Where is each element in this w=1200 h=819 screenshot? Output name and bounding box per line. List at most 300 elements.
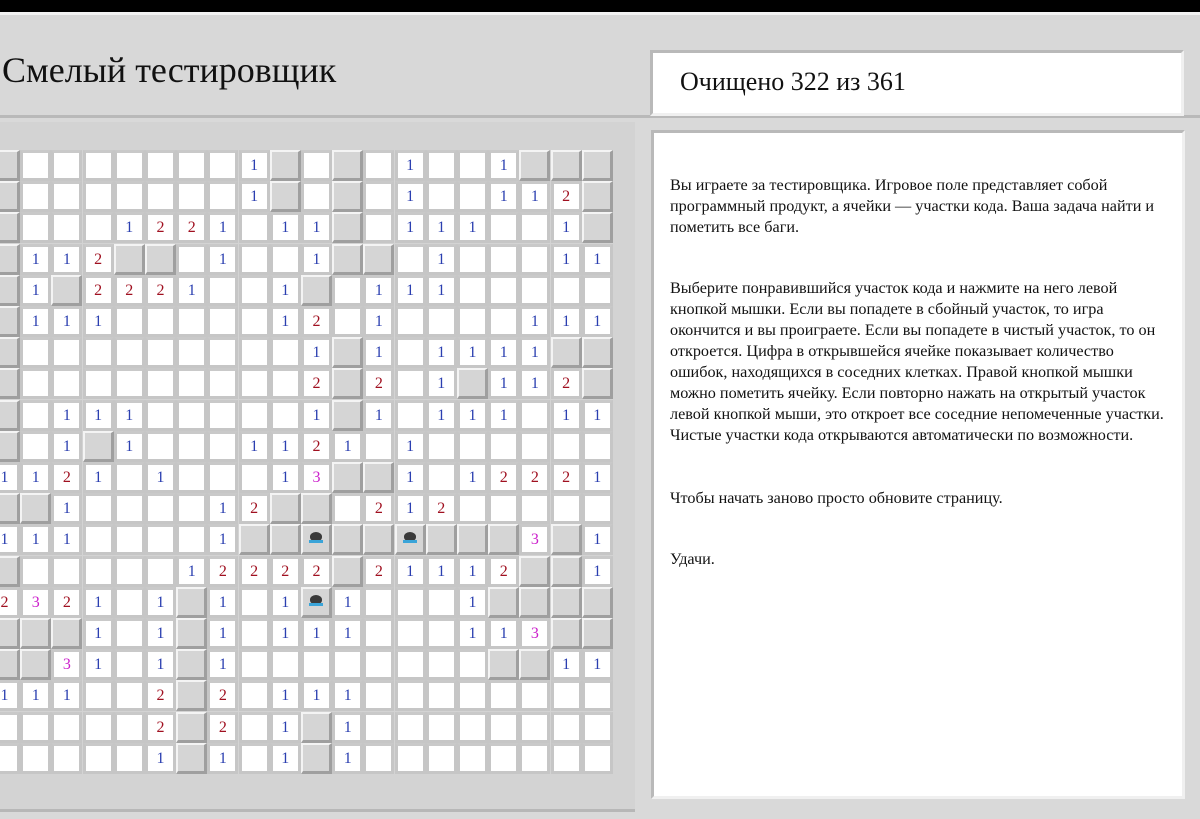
open-cell[interactable] <box>207 618 238 649</box>
open-cell[interactable] <box>363 368 394 399</box>
closed-cell[interactable] <box>551 337 582 368</box>
open-cell[interactable] <box>301 431 332 462</box>
closed-cell[interactable] <box>301 743 332 774</box>
open-cell[interactable] <box>51 181 82 212</box>
closed-cell[interactable] <box>83 431 114 462</box>
open-cell[interactable] <box>519 306 550 337</box>
open-cell[interactable] <box>395 150 426 181</box>
open-cell[interactable] <box>145 212 176 243</box>
open-cell[interactable] <box>207 680 238 711</box>
open-cell[interactable] <box>426 306 457 337</box>
open-cell[interactable] <box>582 462 613 493</box>
open-cell[interactable] <box>270 275 301 306</box>
open-cell[interactable] <box>395 306 426 337</box>
open-cell[interactable] <box>114 524 145 555</box>
closed-cell[interactable] <box>488 587 519 618</box>
open-cell[interactable] <box>457 400 488 431</box>
open-cell[interactable] <box>239 462 270 493</box>
open-cell[interactable] <box>582 712 613 743</box>
open-cell[interactable] <box>51 649 82 680</box>
open-cell[interactable] <box>145 431 176 462</box>
open-cell[interactable] <box>426 712 457 743</box>
open-cell[interactable] <box>0 462 20 493</box>
open-cell[interactable] <box>176 337 207 368</box>
open-cell[interactable] <box>426 400 457 431</box>
open-cell[interactable] <box>301 337 332 368</box>
open-cell[interactable] <box>301 680 332 711</box>
open-cell[interactable] <box>83 181 114 212</box>
closed-cell[interactable] <box>582 181 613 212</box>
open-cell[interactable] <box>114 587 145 618</box>
open-cell[interactable] <box>114 431 145 462</box>
open-cell[interactable] <box>239 743 270 774</box>
open-cell[interactable] <box>176 556 207 587</box>
closed-cell[interactable] <box>332 524 363 555</box>
open-cell[interactable] <box>363 275 394 306</box>
open-cell[interactable] <box>207 712 238 743</box>
closed-cell[interactable] <box>519 150 550 181</box>
open-cell[interactable] <box>363 587 394 618</box>
open-cell[interactable] <box>519 743 550 774</box>
open-cell[interactable] <box>20 368 51 399</box>
open-cell[interactable] <box>176 181 207 212</box>
open-cell[interactable] <box>426 181 457 212</box>
open-cell[interactable] <box>426 649 457 680</box>
closed-cell[interactable] <box>301 712 332 743</box>
open-cell[interactable] <box>176 493 207 524</box>
open-cell[interactable] <box>582 306 613 337</box>
open-cell[interactable] <box>488 618 519 649</box>
open-cell[interactable] <box>114 618 145 649</box>
open-cell[interactable] <box>395 649 426 680</box>
open-cell[interactable] <box>426 150 457 181</box>
open-cell[interactable] <box>176 275 207 306</box>
open-cell[interactable] <box>488 743 519 774</box>
open-cell[interactable] <box>145 493 176 524</box>
open-cell[interactable] <box>114 712 145 743</box>
open-cell[interactable] <box>83 212 114 243</box>
open-cell[interactable] <box>207 431 238 462</box>
open-cell[interactable] <box>426 368 457 399</box>
open-cell[interactable] <box>20 337 51 368</box>
open-cell[interactable] <box>83 337 114 368</box>
closed-cell[interactable] <box>582 587 613 618</box>
open-cell[interactable] <box>83 150 114 181</box>
open-cell[interactable] <box>363 618 394 649</box>
open-cell[interactable] <box>176 368 207 399</box>
closed-cell[interactable] <box>0 275 20 306</box>
open-cell[interactable] <box>20 680 51 711</box>
open-cell[interactable] <box>457 649 488 680</box>
open-cell[interactable] <box>551 431 582 462</box>
open-cell[interactable] <box>83 743 114 774</box>
open-cell[interactable] <box>114 743 145 774</box>
open-cell[interactable] <box>239 680 270 711</box>
open-cell[interactable] <box>145 680 176 711</box>
closed-cell[interactable] <box>582 618 613 649</box>
open-cell[interactable] <box>176 244 207 275</box>
open-cell[interactable] <box>270 587 301 618</box>
open-cell[interactable] <box>426 431 457 462</box>
open-cell[interactable] <box>301 368 332 399</box>
open-cell[interactable] <box>488 493 519 524</box>
closed-cell[interactable] <box>519 649 550 680</box>
open-cell[interactable] <box>270 680 301 711</box>
closed-cell[interactable] <box>551 150 582 181</box>
closed-cell[interactable] <box>0 306 20 337</box>
open-cell[interactable] <box>114 150 145 181</box>
open-cell[interactable] <box>519 244 550 275</box>
open-cell[interactable] <box>488 275 519 306</box>
open-cell[interactable] <box>488 462 519 493</box>
closed-cell[interactable] <box>301 275 332 306</box>
open-cell[interactable] <box>145 368 176 399</box>
open-cell[interactable] <box>145 524 176 555</box>
closed-cell[interactable] <box>114 244 145 275</box>
open-cell[interactable] <box>332 618 363 649</box>
closed-cell[interactable] <box>176 743 207 774</box>
open-cell[interactable] <box>332 712 363 743</box>
open-cell[interactable] <box>207 306 238 337</box>
open-cell[interactable] <box>239 275 270 306</box>
open-cell[interactable] <box>488 306 519 337</box>
open-cell[interactable] <box>176 431 207 462</box>
open-cell[interactable] <box>114 212 145 243</box>
open-cell[interactable] <box>332 275 363 306</box>
closed-cell[interactable] <box>0 431 20 462</box>
open-cell[interactable] <box>114 275 145 306</box>
open-cell[interactable] <box>207 212 238 243</box>
open-cell[interactable] <box>395 618 426 649</box>
open-cell[interactable] <box>270 743 301 774</box>
open-cell[interactable] <box>457 337 488 368</box>
open-cell[interactable] <box>426 244 457 275</box>
open-cell[interactable] <box>51 212 82 243</box>
closed-cell[interactable] <box>145 244 176 275</box>
open-cell[interactable] <box>270 337 301 368</box>
open-cell[interactable] <box>239 244 270 275</box>
open-cell[interactable] <box>239 556 270 587</box>
open-cell[interactable] <box>582 493 613 524</box>
open-cell[interactable] <box>551 368 582 399</box>
open-cell[interactable] <box>519 275 550 306</box>
open-cell[interactable] <box>332 493 363 524</box>
open-cell[interactable] <box>239 368 270 399</box>
open-cell[interactable] <box>20 150 51 181</box>
open-cell[interactable] <box>582 680 613 711</box>
open-cell[interactable] <box>270 244 301 275</box>
closed-cell[interactable] <box>332 462 363 493</box>
open-cell[interactable] <box>426 212 457 243</box>
open-cell[interactable] <box>239 712 270 743</box>
closed-cell[interactable] <box>176 680 207 711</box>
closed-cell[interactable] <box>20 649 51 680</box>
open-cell[interactable] <box>363 337 394 368</box>
open-cell[interactable] <box>426 493 457 524</box>
open-cell[interactable] <box>488 212 519 243</box>
open-cell[interactable] <box>239 431 270 462</box>
open-cell[interactable] <box>457 275 488 306</box>
open-cell[interactable] <box>582 431 613 462</box>
open-cell[interactable] <box>519 462 550 493</box>
open-cell[interactable] <box>83 524 114 555</box>
open-cell[interactable] <box>457 556 488 587</box>
open-cell[interactable] <box>457 587 488 618</box>
open-cell[interactable] <box>83 368 114 399</box>
open-cell[interactable] <box>270 212 301 243</box>
open-cell[interactable] <box>426 462 457 493</box>
closed-cell[interactable] <box>0 649 20 680</box>
open-cell[interactable] <box>176 400 207 431</box>
open-cell[interactable] <box>519 493 550 524</box>
open-cell[interactable] <box>207 462 238 493</box>
closed-cell[interactable] <box>488 649 519 680</box>
open-cell[interactable] <box>519 337 550 368</box>
open-cell[interactable] <box>363 431 394 462</box>
closed-cell[interactable] <box>332 368 363 399</box>
open-cell[interactable] <box>114 493 145 524</box>
open-cell[interactable] <box>457 618 488 649</box>
open-cell[interactable] <box>363 493 394 524</box>
open-cell[interactable] <box>551 680 582 711</box>
closed-cell[interactable] <box>582 212 613 243</box>
open-cell[interactable] <box>457 712 488 743</box>
open-cell[interactable] <box>519 680 550 711</box>
open-cell[interactable] <box>51 368 82 399</box>
open-cell[interactable] <box>145 306 176 337</box>
closed-cell[interactable] <box>176 712 207 743</box>
closed-cell[interactable] <box>519 587 550 618</box>
open-cell[interactable] <box>145 181 176 212</box>
open-cell[interactable] <box>363 680 394 711</box>
closed-cell[interactable] <box>0 400 20 431</box>
open-cell[interactable] <box>83 462 114 493</box>
open-cell[interactable] <box>270 618 301 649</box>
open-cell[interactable] <box>51 524 82 555</box>
open-cell[interactable] <box>582 400 613 431</box>
closed-cell[interactable] <box>176 587 207 618</box>
open-cell[interactable] <box>426 743 457 774</box>
open-cell[interactable] <box>363 649 394 680</box>
open-cell[interactable] <box>426 275 457 306</box>
open-cell[interactable] <box>20 556 51 587</box>
closed-cell[interactable] <box>270 150 301 181</box>
open-cell[interactable] <box>551 181 582 212</box>
open-cell[interactable] <box>114 306 145 337</box>
open-cell[interactable] <box>551 462 582 493</box>
open-cell[interactable] <box>207 244 238 275</box>
open-cell[interactable] <box>488 150 519 181</box>
closed-cell[interactable] <box>363 244 394 275</box>
open-cell[interactable] <box>239 212 270 243</box>
closed-cell[interactable] <box>488 524 519 555</box>
open-cell[interactable] <box>145 275 176 306</box>
open-cell[interactable] <box>488 337 519 368</box>
closed-cell[interactable] <box>0 493 20 524</box>
open-cell[interactable] <box>145 150 176 181</box>
closed-cell[interactable] <box>51 275 82 306</box>
open-cell[interactable] <box>488 712 519 743</box>
open-cell[interactable] <box>83 680 114 711</box>
open-cell[interactable] <box>20 524 51 555</box>
open-cell[interactable] <box>114 368 145 399</box>
open-cell[interactable] <box>239 181 270 212</box>
open-cell[interactable] <box>551 400 582 431</box>
open-cell[interactable] <box>51 400 82 431</box>
open-cell[interactable] <box>270 306 301 337</box>
open-cell[interactable] <box>83 587 114 618</box>
open-cell[interactable] <box>488 431 519 462</box>
open-cell[interactable] <box>395 743 426 774</box>
closed-cell[interactable] <box>426 524 457 555</box>
closed-cell[interactable] <box>363 524 394 555</box>
open-cell[interactable] <box>582 244 613 275</box>
open-cell[interactable] <box>176 150 207 181</box>
open-cell[interactable] <box>363 400 394 431</box>
open-cell[interactable] <box>301 244 332 275</box>
open-cell[interactable] <box>20 306 51 337</box>
open-cell[interactable] <box>551 275 582 306</box>
open-cell[interactable] <box>51 556 82 587</box>
flagged-cell[interactable] <box>301 524 332 555</box>
open-cell[interactable] <box>239 618 270 649</box>
closed-cell[interactable] <box>332 400 363 431</box>
closed-cell[interactable] <box>332 150 363 181</box>
open-cell[interactable] <box>145 618 176 649</box>
open-cell[interactable] <box>457 181 488 212</box>
closed-cell[interactable] <box>332 244 363 275</box>
closed-cell[interactable] <box>332 556 363 587</box>
closed-cell[interactable] <box>332 181 363 212</box>
open-cell[interactable] <box>51 743 82 774</box>
open-cell[interactable] <box>395 337 426 368</box>
open-cell[interactable] <box>582 275 613 306</box>
open-cell[interactable] <box>332 306 363 337</box>
open-cell[interactable] <box>332 649 363 680</box>
open-cell[interactable] <box>363 181 394 212</box>
open-cell[interactable] <box>51 712 82 743</box>
open-cell[interactable] <box>488 556 519 587</box>
open-cell[interactable] <box>145 743 176 774</box>
open-cell[interactable] <box>145 400 176 431</box>
open-cell[interactable] <box>114 181 145 212</box>
open-cell[interactable] <box>114 400 145 431</box>
open-cell[interactable] <box>114 649 145 680</box>
open-cell[interactable] <box>239 337 270 368</box>
open-cell[interactable] <box>519 400 550 431</box>
open-cell[interactable] <box>145 462 176 493</box>
open-cell[interactable] <box>207 743 238 774</box>
open-cell[interactable] <box>239 587 270 618</box>
open-cell[interactable] <box>395 587 426 618</box>
closed-cell[interactable] <box>582 337 613 368</box>
open-cell[interactable] <box>457 680 488 711</box>
open-cell[interactable] <box>0 743 20 774</box>
open-cell[interactable] <box>301 649 332 680</box>
open-cell[interactable] <box>457 212 488 243</box>
open-cell[interactable] <box>83 306 114 337</box>
closed-cell[interactable] <box>457 368 488 399</box>
closed-cell[interactable] <box>582 368 613 399</box>
open-cell[interactable] <box>582 649 613 680</box>
open-cell[interactable] <box>51 244 82 275</box>
closed-cell[interactable] <box>0 244 20 275</box>
open-cell[interactable] <box>395 275 426 306</box>
open-cell[interactable] <box>457 244 488 275</box>
open-cell[interactable] <box>270 431 301 462</box>
open-cell[interactable] <box>519 431 550 462</box>
open-cell[interactable] <box>457 493 488 524</box>
closed-cell[interactable] <box>519 556 550 587</box>
open-cell[interactable] <box>0 524 20 555</box>
closed-cell[interactable] <box>551 618 582 649</box>
closed-cell[interactable] <box>551 587 582 618</box>
open-cell[interactable] <box>426 587 457 618</box>
closed-cell[interactable] <box>0 556 20 587</box>
open-cell[interactable] <box>301 212 332 243</box>
open-cell[interactable] <box>20 431 51 462</box>
open-cell[interactable] <box>363 306 394 337</box>
open-cell[interactable] <box>426 618 457 649</box>
open-cell[interactable] <box>20 712 51 743</box>
closed-cell[interactable] <box>332 212 363 243</box>
closed-cell[interactable] <box>0 150 20 181</box>
closed-cell[interactable] <box>551 524 582 555</box>
open-cell[interactable] <box>488 680 519 711</box>
open-cell[interactable] <box>395 244 426 275</box>
open-cell[interactable] <box>301 462 332 493</box>
open-cell[interactable] <box>51 337 82 368</box>
open-cell[interactable] <box>301 181 332 212</box>
open-cell[interactable] <box>20 587 51 618</box>
open-cell[interactable] <box>363 712 394 743</box>
open-cell[interactable] <box>457 306 488 337</box>
open-cell[interactable] <box>114 556 145 587</box>
open-cell[interactable] <box>551 649 582 680</box>
open-cell[interactable] <box>488 244 519 275</box>
closed-cell[interactable] <box>582 150 613 181</box>
open-cell[interactable] <box>51 587 82 618</box>
open-cell[interactable] <box>20 181 51 212</box>
open-cell[interactable] <box>0 680 20 711</box>
open-cell[interactable] <box>145 649 176 680</box>
open-cell[interactable] <box>20 743 51 774</box>
open-cell[interactable] <box>83 618 114 649</box>
open-cell[interactable] <box>332 743 363 774</box>
open-cell[interactable] <box>270 712 301 743</box>
open-cell[interactable] <box>519 212 550 243</box>
open-cell[interactable] <box>395 462 426 493</box>
open-cell[interactable] <box>176 212 207 243</box>
open-cell[interactable] <box>395 212 426 243</box>
closed-cell[interactable] <box>0 181 20 212</box>
open-cell[interactable] <box>301 556 332 587</box>
open-cell[interactable] <box>488 400 519 431</box>
open-cell[interactable] <box>426 556 457 587</box>
closed-cell[interactable] <box>270 524 301 555</box>
open-cell[interactable] <box>20 462 51 493</box>
open-cell[interactable] <box>551 743 582 774</box>
open-cell[interactable] <box>270 368 301 399</box>
open-cell[interactable] <box>301 400 332 431</box>
open-cell[interactable] <box>519 712 550 743</box>
open-cell[interactable] <box>239 649 270 680</box>
open-cell[interactable] <box>270 649 301 680</box>
open-cell[interactable] <box>457 431 488 462</box>
flagged-cell[interactable] <box>395 524 426 555</box>
open-cell[interactable] <box>145 587 176 618</box>
open-cell[interactable] <box>207 181 238 212</box>
